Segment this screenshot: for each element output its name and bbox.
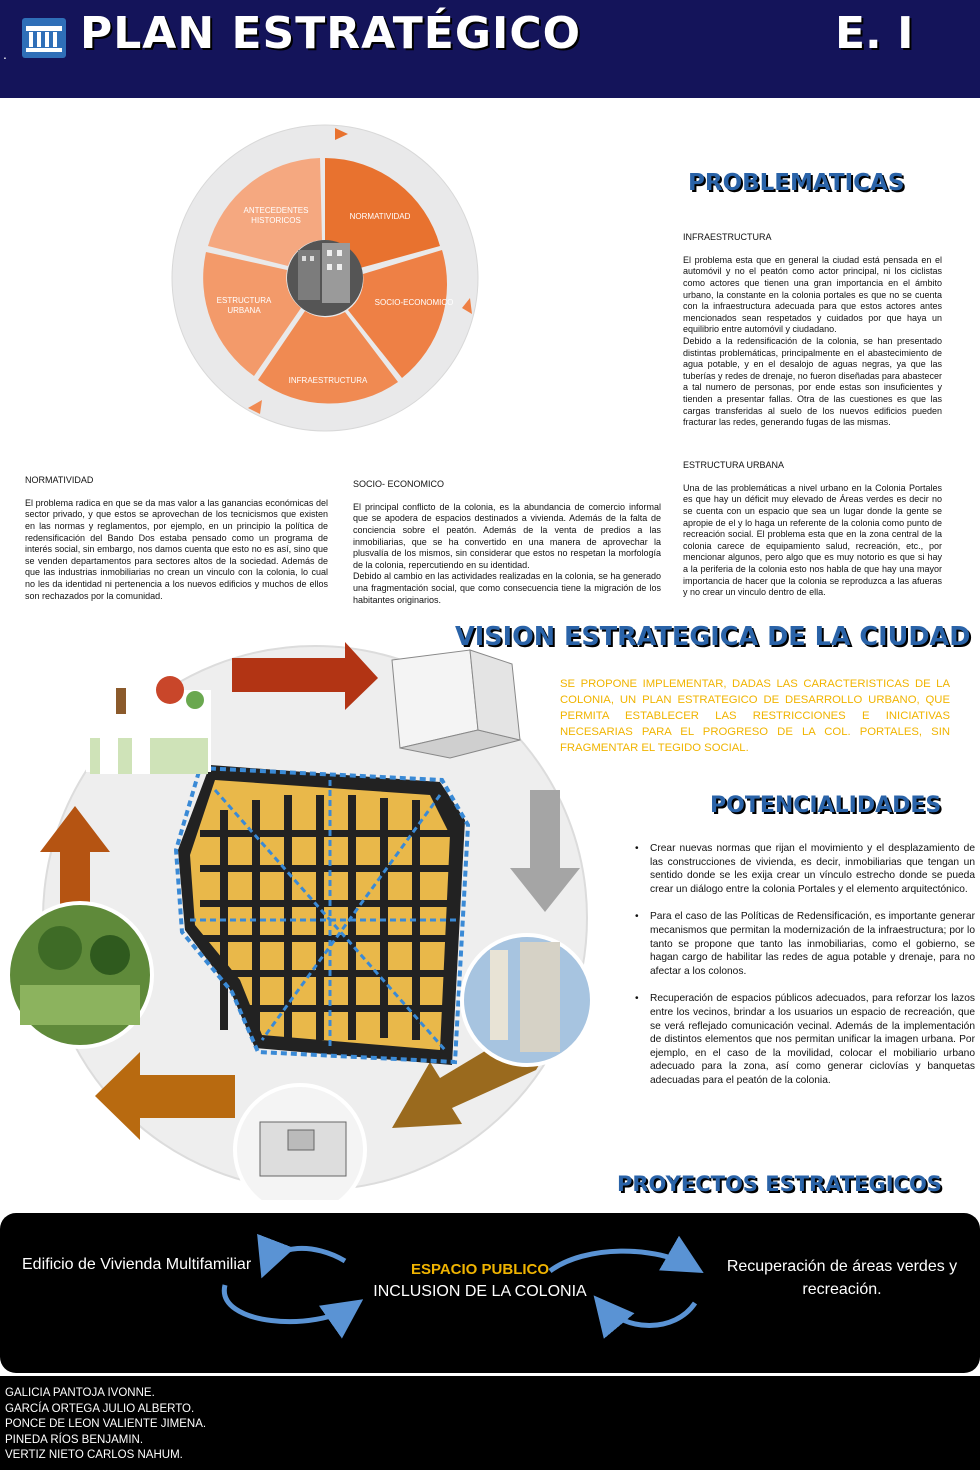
normatividad-title: NORMATIVIDAD [25,474,94,485]
socio-section [353,467,661,606]
project-areas-verdes: Recuperación de áreas verdes y recreación. [726,1258,958,1298]
problematicas-heading: PROBLEMATICAS [688,170,905,196]
infraestructura-text: El problema esta que en general la ciudad está pensada en el automóvil y no el peatón como actor principal, ni los ciclistas como actores que tienen una gran importancia en el ámbito urbano, la constante en la colonia portales es que no se cuenta con la infraestructura adecuada para que estos actores antes mencionados sean respetados y cuidados por que haya un equilibrio entre automóvil y ciudadano. Debido a la redensificación de la colonia, se han presentado distintas problemáticas, principalmente en el abastecimiento de agua potable, y en el desalojo de aguas negras, ya que las tuberías y redes de drenaje, no fueron diseñadas para abastecer a tal numero de personas, por ende estas son insuficientes y tienden a presentar fallas. Otra de las cuestiones es que las cargas transferidas al suelo de los nuevos edificios pueden fracturar las redes, generando fugas de las mismas. [683,254,942,428]
team-list [5,1386,206,1464]
street-section-image [86,676,211,774]
wheel-label-antecedentes: ANTECEDENTES HISTORICOS [243,206,309,225]
vision-heading: VISION ESTRATEGICA DE LA CIUDAD [455,622,971,652]
proyectos-band [0,1213,980,1373]
socio-title: SOCIO- ECONOMICO [353,478,445,489]
building-logo-icon [22,18,66,58]
problem-wheel-diagram [170,118,480,438]
estructura-text: Una de las problemáticas a nivel urbano en la Colonia Portales es que hay un déficit muy elevado de Áreas verdes es decir no se cuenta con un espacio que sea un lugar donde la gente se apropie de el y lo haga un referente de la colonia como punto de recreación social. El problema esta que en la zona central de la colonia carece de equipamiento salud, recreación, etc., por mencionar algunos, pero algo que es muy notorio es que si hay a la periferia de la colonia esto nos habla de que hay una mayor importancia de hacer que la colonia se reproduzca a las afueras y no crear un vinculo dentro de ella. [683,482,942,598]
project-inclusion: INCLUSION DE LA COLONIA [373,1283,587,1300]
team-member: PINEDA RÍOS BENJAMIN. [5,1433,144,1446]
cycle-arrows-icon [205,1233,715,1343]
potencialidad-item: • Para el caso de las Políticas de Redensificación, es importante generar mecanismos que permitan la modernización de la infraestructura; por lo tanto se propone que tanto las inmobiliarias, como el gobierno, se hagan cargo de habilitar las redes de agua potable y drenaje, para no afectar a los colonos. [620,910,975,978]
team-member: GALICIA PANTOJA IVONNE. [5,1387,155,1399]
header-dot: . [3,46,7,62]
potencialidades-heading: POTENCIALIDADES [710,793,942,818]
team-member: PONCE DE LEON VALIENTE JIMENA. [5,1418,207,1430]
wheel-label-infra: INFRAESTRUCTURA [288,376,368,385]
header-bar [0,0,980,98]
normatividad-text: El problema radica en que se da mas valor a las ganancias económicas del sector privado, y que estos se aprovechan de los tecnicismos que existen en las normas y reglamentos, por ejemplo, en un principio la política de redensificación del Bando Dos estaba pensado como un programa de interés social, sin embargo, nos damos cuenta que esto no es así, sino que se venden departamentos para sectores altos de la sociedad. Además de que las industrias inmobiliarias no crean un vinculo con la colonia, lo cual no les da identidad ni pertenencia a los nuevos edificios y muchos de ellos son rechazados por la comunidad. [25,497,328,601]
building-photo [462,935,592,1065]
potencialidades-list [620,842,975,1102]
infraestructura-section [683,220,942,429]
infraestructura-title: INFRAESTRUCTURA [683,231,772,242]
street-photo [298,243,350,303]
sheet-code: E. I [835,8,914,59]
proyectos-heading: PROYECTOS ESTRATEGICOS [617,1172,942,1196]
normatividad-section [25,463,328,602]
project-vivienda: Edificio de Vivienda Multifamiliar [22,1256,252,1273]
vision-cycle-diagram [0,630,620,1200]
potencialidad-item: • Recuperación de espacios públicos adecuados, para reforzar los lazos entre los vecinos, brindar a los usuarios un espacio de recreación, que se verá reflejado comunicación vecinal. Además de la implementación de distintos elementos que nos permitan unificar la imagen urbana. Por ejemplo, en el caso de la movilidad, colocar el mobiliario urbano adecuado para la zona, así como generar ciclovías y banquetas adecuadas para el peatón de la colonia. [620,992,975,1087]
team-member: VERTIZ NIETO CARLOS NAHUM. [5,1449,183,1461]
socio-text: El principal conflicto de la colonia, es la abundancia de comercio informal que se apodera de espacios destinados a vivienda. Además de la falta de conciencia sobre el peatón. Además de la venta de predios a las inmobiliarias, que se ha convertido en una manera de aprovechar la plusvalía de los mismos, sin considerar que estos no respetan la morfología de la colonia, repercutiendo en su identidad. Debido al cambio en las actividades realizadas en la colonia, se ha generado una fragmentación social, que como consecuencia tiene la migración de los habitantes originarios. [353,501,661,605]
project-espacio-publico: ESPACIO PUBLICO [410,1261,550,1278]
estructura-section [683,448,942,599]
wheel-label-socio: SOCIO-ECONOMICO [374,298,454,307]
page-title: PLAN ESTRATÉGICO [80,8,582,59]
wheel-label-normatividad: NORMATIVIDAD [349,212,411,221]
potencialidad-item: • Crear nuevas normas que rijan el movimiento y el desplazamiento de las construcciones de vivienda, es decir, inmobiliarias que tengan un sentido donde se les exija crear un vínculo estrecho donde se pueda crear un diálogo entre la colonia Portales y el elemento arquitectónico. [620,842,975,896]
drainage-section-photo [235,1085,365,1200]
park-photo [8,903,152,1047]
wheel-label-estructura: ESTRUCTURA URBANA [216,296,272,315]
vision-text: SE PROPONE IMPLEMENTAR, DADAS LAS CARACTERISTICAS DE LA COLONIA, UN PLAN ESTRATEGICO DE DESARROLLO URBANO, QUE PERMITA ESTABLECER LAS RESTRICCIONES E INICIATIVAS NECESARIAS PARA EL PROGRESO DE LA COL. PORTALES, SIN FRAGMENTAR EL TEGIDO SOCIAL. [560,678,950,754]
team-member: GARCÍA ORTEGA JULIO ALBERTO. [5,1402,195,1415]
estructura-title: ESTRUCTURA URBANA [683,459,785,470]
book-image [392,650,520,758]
team-footer [0,1376,980,1470]
